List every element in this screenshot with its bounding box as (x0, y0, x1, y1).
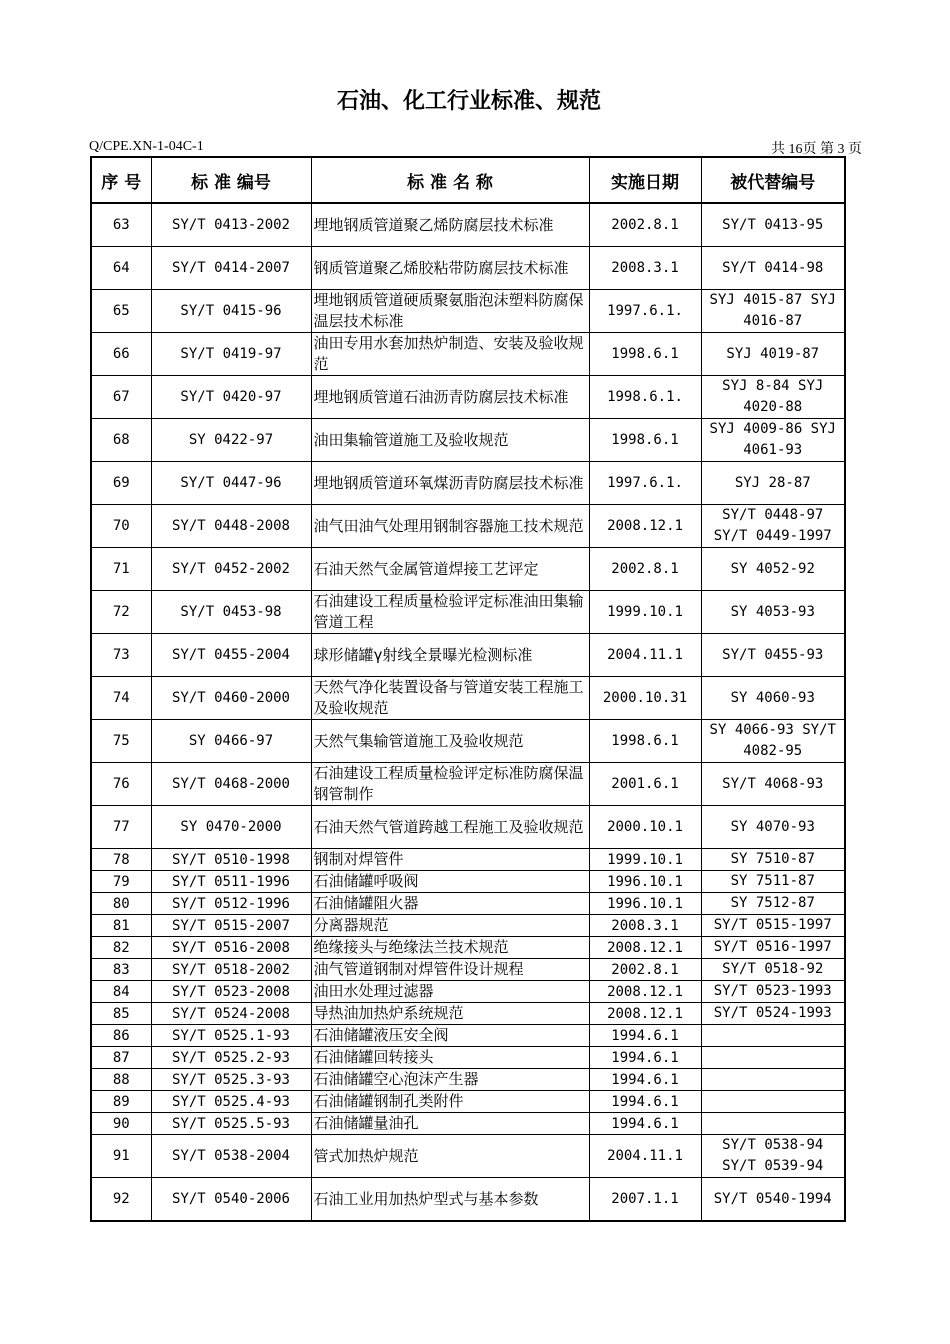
row-code: SY/T 0455-2004 (151, 634, 311, 677)
row-date: 1994.6.1 (589, 1113, 701, 1135)
row-code: SY/T 0523-2008 (151, 981, 311, 1003)
header-seq: 序 号 (91, 157, 151, 203)
row-code: SY/T 0452-2002 (151, 548, 311, 591)
row-seq: 68 (91, 419, 151, 462)
row-seq: 73 (91, 634, 151, 677)
row-date: 1998.6.1 (589, 720, 701, 763)
table-row (91, 1091, 845, 1113)
table-row (91, 634, 845, 677)
row-seq: 86 (91, 1025, 151, 1047)
row-date: 1998.6.1 (589, 419, 701, 462)
table-row (91, 1135, 845, 1178)
table-row (91, 1047, 845, 1069)
table-row (91, 247, 845, 290)
row-code: SY/T 0413-2002 (151, 203, 311, 247)
row-date: 2008.12.1 (589, 1003, 701, 1025)
row-seq: 92 (91, 1178, 151, 1222)
row-date: 2007.1.1 (589, 1178, 701, 1222)
row-seq: 75 (91, 720, 151, 763)
row-code: SY/T 0525.3-93 (151, 1069, 311, 1091)
row-seq: 69 (91, 462, 151, 505)
row-date: 1994.6.1 (589, 1069, 701, 1091)
row-replaced: SYJ 8-84 SYJ 4020-88 (701, 376, 845, 419)
table-row (91, 1113, 845, 1135)
row-seq: 65 (91, 290, 151, 333)
row-replaced: SY/T 0540-1994 (701, 1178, 845, 1222)
row-name: 石油天然气管道跨越工程施工及验收规范 (311, 806, 589, 849)
page-info: 共 16页 第 3 页 (771, 142, 862, 157)
table-row (91, 1025, 845, 1047)
row-replaced: SY/T 0455-93 (701, 634, 845, 677)
row-name: 钢制对焊管件 (311, 849, 589, 871)
row-date: 1994.6.1 (589, 1047, 701, 1069)
row-name: 石油储罐量油孔 (311, 1113, 589, 1135)
row-seq: 74 (91, 677, 151, 720)
row-replaced: SYJ 4019-87 (701, 333, 845, 376)
row-date: 1996.10.1 (589, 893, 701, 915)
row-code: SY/T 0525.4-93 (151, 1091, 311, 1113)
row-seq: 83 (91, 959, 151, 981)
row-replaced: SY 7511-87 (701, 871, 845, 893)
row-date: 2002.8.1 (589, 548, 701, 591)
row-date: 2008.12.1 (589, 505, 701, 548)
row-replaced: SY 4060-93 (701, 677, 845, 720)
row-code: SY/T 0448-2008 (151, 505, 311, 548)
row-seq: 78 (91, 849, 151, 871)
row-date: 2001.6.1 (589, 763, 701, 806)
table-row (91, 203, 845, 247)
row-replaced: SYJ 4015-87 SYJ 4016-87 (701, 290, 845, 333)
table-row (91, 849, 845, 871)
row-code: SY/T 0525.2-93 (151, 1047, 311, 1069)
row-seq: 79 (91, 871, 151, 893)
row-code: SY/T 0460-2000 (151, 677, 311, 720)
row-name: 天然气集输管道施工及验收规范 (311, 720, 589, 763)
row-seq: 85 (91, 1003, 151, 1025)
row-code: SY/T 0453-98 (151, 591, 311, 634)
row-code: SY/T 0515-2007 (151, 915, 311, 937)
row-date: 1998.6.1 (589, 333, 701, 376)
row-code: SY/T 0538-2004 (151, 1135, 311, 1178)
row-date: 2000.10.31 (589, 677, 701, 720)
row-name: 球形储罐γ射线全景曝光检测标准 (311, 634, 589, 677)
row-seq: 72 (91, 591, 151, 634)
row-replaced: SY 7510-87 (701, 849, 845, 871)
row-seq: 63 (91, 203, 151, 247)
table-row (91, 677, 845, 720)
table-row (91, 763, 845, 806)
table-row (91, 937, 845, 959)
row-code: SY/T 0525.5-93 (151, 1113, 311, 1135)
page-title: 石油、化工行业标准、规范 (336, 89, 601, 114)
row-replaced: SY 7512-87 (701, 893, 845, 915)
row-replaced (701, 1113, 845, 1135)
row-seq: 66 (91, 333, 151, 376)
row-date: 2002.8.1 (589, 203, 701, 247)
table-row (91, 806, 845, 849)
row-replaced: SYJ 28-87 (701, 462, 845, 505)
row-date: 1999.10.1 (589, 849, 701, 871)
row-replaced: SY/T 0414-98 (701, 247, 845, 290)
row-replaced: SY/T 4068-93 (701, 763, 845, 806)
table-row (91, 548, 845, 591)
row-date: 1994.6.1 (589, 1091, 701, 1113)
row-name: 天然气净化装置设备与管道安装工程施工及验收规范 (311, 677, 589, 720)
row-seq: 71 (91, 548, 151, 591)
row-code: SY/T 0516-2008 (151, 937, 311, 959)
table-row (91, 1069, 845, 1091)
row-replaced (701, 1047, 845, 1069)
row-replaced (701, 1091, 845, 1113)
row-date: 1994.6.1 (589, 1025, 701, 1047)
row-date: 2008.3.1 (589, 915, 701, 937)
row-date: 1997.6.1. (589, 462, 701, 505)
row-name: 石油工业用加热炉型式与基本参数 (311, 1178, 589, 1222)
row-code: SY/T 0414-2007 (151, 247, 311, 290)
row-replaced: SY 4070-93 (701, 806, 845, 849)
row-code: SY 0422-97 (151, 419, 311, 462)
row-name: 石油储罐钢制孔类附件 (311, 1091, 589, 1113)
row-name: 石油储罐阻火器 (311, 893, 589, 915)
row-seq: 82 (91, 937, 151, 959)
row-seq: 90 (91, 1113, 151, 1135)
row-seq: 88 (91, 1069, 151, 1091)
table-row (91, 981, 845, 1003)
table-row (91, 871, 845, 893)
row-seq: 70 (91, 505, 151, 548)
row-code: SY/T 0468-2000 (151, 763, 311, 806)
row-name: 石油天然气金属管道焊接工艺评定 (311, 548, 589, 591)
row-date: 1996.10.1 (589, 871, 701, 893)
row-code: SY/T 0510-1998 (151, 849, 311, 871)
row-replaced: SY 4066-93 SY/T 4082-95 (701, 720, 845, 763)
row-code: SY 0470-2000 (151, 806, 311, 849)
row-name: 埋地钢质管道聚乙烯防腐层技术标准 (311, 203, 589, 247)
table-row (91, 290, 845, 333)
row-seq: 87 (91, 1047, 151, 1069)
row-name: 油田专用水套加热炉制造、安装及验收规范 (311, 333, 589, 376)
header-name: 标 准 名 称 (311, 157, 589, 203)
row-replaced: SY/T 0448-97 SY/T 0449-1997 (701, 505, 845, 548)
row-seq: 67 (91, 376, 151, 419)
row-name: 油田水处理过滤器 (311, 981, 589, 1003)
row-name: 石油建设工程质量检验评定标准油田集输管道工程 (311, 591, 589, 634)
table-row (91, 333, 845, 376)
row-replaced: SY/T 0524-1993 (701, 1003, 845, 1025)
row-name: 石油储罐呼吸阀 (311, 871, 589, 893)
row-code: SY/T 0540-2006 (151, 1178, 311, 1222)
row-code: SY/T 0524-2008 (151, 1003, 311, 1025)
table-row (91, 419, 845, 462)
row-name: 石油储罐液压安全阀 (311, 1025, 589, 1047)
row-code: SY/T 0415-96 (151, 290, 311, 333)
row-seq: 84 (91, 981, 151, 1003)
table-row (91, 591, 845, 634)
row-name: 石油储罐空心泡沫产生器 (311, 1069, 589, 1091)
row-replaced: SY/T 0523-1993 (701, 981, 845, 1003)
row-name: 油气田油气处理用钢制容器施工技术规范 (311, 505, 589, 548)
row-code: SY/T 0511-1996 (151, 871, 311, 893)
row-code: SY 0466-97 (151, 720, 311, 763)
row-date: 2008.3.1 (589, 247, 701, 290)
row-code: SY/T 0420-97 (151, 376, 311, 419)
row-replaced: SY 4052-92 (701, 548, 845, 591)
row-name: 埋地钢质管道硬质聚氨脂泡沫塑料防腐保温层技术标准 (311, 290, 589, 333)
row-seq: 89 (91, 1091, 151, 1113)
row-replaced: SY/T 0538-94 SY/T 0539-94 (701, 1135, 845, 1178)
table-row (91, 959, 845, 981)
header-date: 实施日期 (589, 157, 701, 203)
row-code: SY/T 0525.1-93 (151, 1025, 311, 1047)
row-code: SY/T 0512-1996 (151, 893, 311, 915)
row-name: 油气管道钢制对焊管件设计规程 (311, 959, 589, 981)
row-date: 2004.11.1 (589, 634, 701, 677)
row-replaced: SY 4053-93 (701, 591, 845, 634)
row-replaced: SYJ 4009-86 SYJ 4061-93 (701, 419, 845, 462)
row-seq: 64 (91, 247, 151, 290)
row-replaced (701, 1025, 845, 1047)
row-name: 埋地钢质管道石油沥青防腐层技术标准 (311, 376, 589, 419)
row-seq: 77 (91, 806, 151, 849)
row-name: 石油建设工程质量检验评定标准防腐保温钢管制作 (311, 763, 589, 806)
row-code: SY/T 0447-96 (151, 462, 311, 505)
row-name: 分离器规范 (311, 915, 589, 937)
table-row (91, 1178, 845, 1222)
table-row (91, 893, 845, 915)
header-replaced: 被代替编号 (701, 157, 845, 203)
row-date: 1999.10.1 (589, 591, 701, 634)
row-date: 1998.6.1. (589, 376, 701, 419)
row-name: 埋地钢质管道环氧煤沥青防腐层技术标准 (311, 462, 589, 505)
row-date: 2008.12.1 (589, 981, 701, 1003)
row-name: 油田集输管道施工及验收规范 (311, 419, 589, 462)
row-seq: 80 (91, 893, 151, 915)
row-name: 钢质管道聚乙烯胶粘带防腐层技术标准 (311, 247, 589, 290)
row-date: 1997.6.1. (589, 290, 701, 333)
table-row (91, 720, 845, 763)
document-number: Q/CPE.XN-1-04C-1 (89, 139, 204, 154)
table-row (91, 376, 845, 419)
row-name: 管式加热炉规范 (311, 1135, 589, 1178)
row-name: 绝缘接头与绝缘法兰技术规范 (311, 937, 589, 959)
row-seq: 76 (91, 763, 151, 806)
table-row (91, 1003, 845, 1025)
row-date: 2008.12.1 (589, 937, 701, 959)
table-row (91, 915, 845, 937)
row-replaced: SY/T 0518-92 (701, 959, 845, 981)
row-date: 2002.8.1 (589, 959, 701, 981)
table-row (91, 462, 845, 505)
row-replaced: SY/T 0515-1997 (701, 915, 845, 937)
row-name: 石油储罐回转接头 (311, 1047, 589, 1069)
row-seq: 81 (91, 915, 151, 937)
table-row (91, 505, 845, 548)
row-date: 2004.11.1 (589, 1135, 701, 1178)
table-header-row (91, 157, 845, 203)
standards-table (90, 156, 846, 1222)
row-replaced (701, 1069, 845, 1091)
row-code: SY/T 0419-97 (151, 333, 311, 376)
header-code: 标 准 编号 (151, 157, 311, 203)
row-seq: 91 (91, 1135, 151, 1178)
row-name: 导热油加热炉系统规范 (311, 1003, 589, 1025)
row-replaced: SY/T 0516-1997 (701, 937, 845, 959)
row-date: 2000.10.1 (589, 806, 701, 849)
row-replaced: SY/T 0413-95 (701, 203, 845, 247)
row-code: SY/T 0518-2002 (151, 959, 311, 981)
